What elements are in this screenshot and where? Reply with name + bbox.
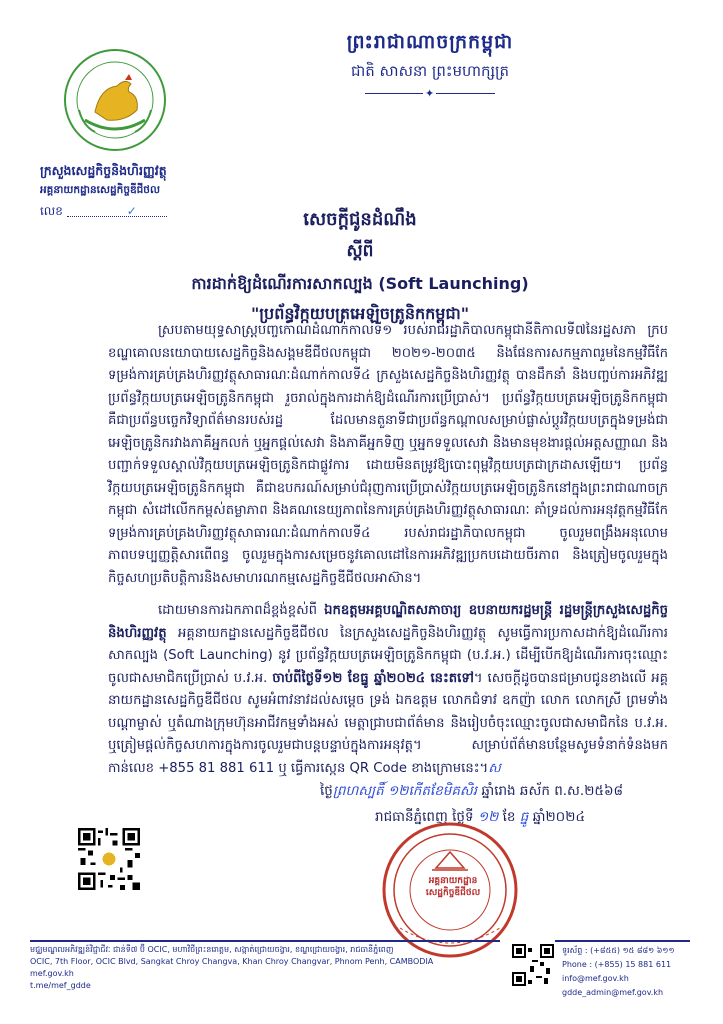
national-motto: ជាតិ សាសនា ព្រះមហាក្សត្រ (350, 62, 510, 80)
lunar-date (320, 782, 623, 802)
email-admin[interactable]: gdde_admin@mef.gov.kh (562, 988, 664, 997)
department-name: អគ្គនាយកដ្ឋានសេដ្ឋកិច្ចឌីជីថល (40, 184, 160, 196)
solar-prefix: រាជធានីភ្នំពេញ ថ្ងៃទី (375, 809, 478, 825)
header-ornament (365, 88, 495, 98)
lunar-suffix: ឆ្នាំរោង ឆស័ក ព.ស.២៥៦៨ (477, 783, 624, 799)
footer-rule-right (555, 940, 690, 942)
seal-text (418, 875, 488, 899)
address-en: OCIC, 7th Floor, OCIC Blvd, Sangkat Chroy Changva, Khan Chroy Changvar, Phnom Penh, CAMBODIA (30, 957, 434, 966)
seal-line-1: អគ្គនាយកដ្ឋាន (428, 876, 478, 886)
ministry-name: ក្រសួងសេដ្ឋកិច្ចនិងហិរញ្ញវត្ថុ (40, 163, 167, 178)
solar-day: ១២ (477, 809, 499, 825)
kingdom-header (270, 30, 590, 98)
lunar-day: ១២កើត (388, 783, 430, 799)
p2-intro: ដោយមានការឯកភាពដ៏ខ្ពង់ខ្ពស់ពី (158, 603, 325, 618)
email-info[interactable]: info@mef.gov.kh (562, 974, 629, 983)
system-name: "ប្រព័ន្ធវិក្កយបត្រអេឡិចត្រូនិកកម្ពុជា" (250, 304, 470, 323)
p2-effective-date: ចាប់ពីថ្ងៃទី១២ ខែធ្នូ ឆ្នាំ២០២៤ នេះតទៅ (272, 670, 474, 686)
notice-title: សេចក្តីជូនដំណឹង (303, 209, 417, 230)
address-kh: មជ្ឈមណ្ឌលអភិវឌ្ឍន៍វិជ្ជាជីវៈ ជាន់ទី៧ ប៊ី OCIC, មហាវិថីព្រះនរោត្តម, សង្កាត់ជ្រោយចង្វារ, ខណ្ឌជ្រោយចង្វារ, រាជធានីភ្នំពេញ (30, 945, 394, 954)
reference-label: លេខ (40, 204, 63, 218)
reference-tick: ✓ (126, 204, 137, 218)
footer-contact (562, 944, 702, 1000)
solar-mid: ខែ (498, 809, 520, 825)
kingdom-title: ព្រះរាជាណាចក្រកម្ពុជា (346, 31, 514, 53)
p2-minister: ឯកឧត្តមអគ្គបណ្ឌិតសភាចារ្យ ឧបនាយករដ្ឋមន្ត្រី រដ្ឋមន្ត្រីក្រសួងសេដ្ឋកិច្ចនិងហិរញ្ញវត្ថុ (108, 603, 668, 641)
seal-line-2: សេដ្ឋកិច្ចឌីជីថល (425, 888, 481, 898)
reference-number (40, 203, 141, 221)
qr-code[interactable] (78, 828, 140, 890)
body-paragraph-1: ស្របតាមយុទ្ធសាស្ត្របញ្ចកោណដំណាក់កាលទី១ របស់រាជរដ្ឋាភិបាលកម្ពុជានីតិកាលទី៧នៃរដ្ឋសភា ក្របខណ្ឌគោលនយោបាយសេដ្ឋកិច្ចនិងសង្គមឌីជីថលកម្ពុជា ២០២១-២០៣៥ និងផែនការសកម្មភាពរួមនៃកម្មវិធីកែទម្រង់ការគ្រប់គ្រងហិរញ្ញវត្ថុសាធារណៈដំណាក់កាលទី៤ ក្រសួងសេដ្ឋកិច្ចនិងហិរញ្ញវត្ថុ បានដឹកនាំ និងបញ្ចប់ការអភិវឌ្ឍ ប្រព័ន្ធវិក្កយបត្រអេឡិចត្រូនិកកម្ពុជា រួចរាល់ក្នុងការដាក់ឱ្យដំណើរការប្រើប្រាស់។ ប្រព័ន្ធវិក្កយបត្រអេឡិចត្រូនិកកម្ពុជា គឺជាប្រព័ន្ធបច្ចេកវិទ្យាព័ត៌មានរបស់រដ្ឋ ដែលមានតួនាទីជាប្រព័ន្ធកណ្តាលសម្រាប់ផ្លាស់ប្តូរវិក្កយបត្រក្នុងទម្រង់ជាអេឡិចត្រូនិករវាងភាគីអ្នកលក់ ឬអ្នកផ្តល់សេវា និងភាគីអ្នកទិញ ឬអ្នកទទួលសេវា និងមានមុខងារផ្តល់អត្តសញ្ញាណ និងបញ្ជាក់ទទួលស្គាល់វិក្កយបត្រអេឡិចត្រូនិកជាផ្លូវការ ដោយមិនតម្រូវឱ្យបោះពុម្ពវិក្កយបត្រជាក្រដាសឡើយ។ ប្រព័ន្ធវិក្កយបត្រអេឡិចត្រូនិកកម្ពុជា គឺជាឧបករណ៍សម្រាប់ជំរុញការប្រើប្រាស់វិក្កយបត្រអេឡិចត្រូនិកនៅក្នុងព្រះរាជាណាចក្រកម្ពុជា សំដៅលើកកម្ពស់តម្លាភាព និងគណនេយ្យភាពនៃការគ្រប់គ្រងហិរញ្ញវត្ថុសាធារណៈ គាំទ្រដល់ការអនុវត្តកម្មវិធីកែទម្រង់ការគ្រប់គ្រងហិរញ្ញវត្ថុសាធារណៈដំណាក់កាលទី៤ របស់រាជរដ្ឋាភិបាលកម្ពុជា ចូលរួមពង្រឹងអនុលោមភាពបទប្បញ្ញត្តិសារពើពន្ធ ចូលរួមក្នុងការសម្រេចនូវគោលដៅនៃការអភិវឌ្ឍប្រកបដោយចីរភាព និងត្រៀមចូលរួមក្នុងកិច្ចសហប្រតិបត្តិការនិងសមាហរណកម្មសេដ្ឋកិច្ចឌីជីថលអាស៊ាន។ (108, 323, 668, 586)
telegram-link[interactable]: t.me/mef_gdde (30, 981, 91, 990)
ministry-block (40, 163, 240, 199)
body-paragraph-2 (108, 600, 668, 780)
solar-suffix: ឆ្នាំ២០២៤ (528, 809, 586, 825)
lunar-prefix: ថ្ងៃ (320, 783, 333, 799)
ornament-glyph: ✦ (425, 87, 435, 100)
p2-closing: ។ សេចក្តីដូចបានជម្រាបជូនខាងលើ អគ្គនាយកដ្ឋានសេដ្ឋកិច្ចឌីជីថល សូមអំពាវនាវដល់សម្តេច ទ្រង់ ឯកឧត្តម លោកជំទាវ ឧកញ៉ា លោក លោកស្រី ព្រមទាំងបណ្តាម្ចាស់ ឬតំណាងក្រុមហ៊ុនអាជីវកម្មទាំងអស់ មេត្តាជ្រាបជាព័ត៌មាន និងរៀបចំចុះឈ្មោះចូលជាសមាជិកនៃ ប.វ.អ. ឬត្រៀមផ្តល់កិច្ចសហការក្នុងការចូលរួមជាបន្តបន្ទាប់ក្នុងការអនុវត្ត។ សម្រាប់ព័ត៌មានបន្ថែមសូមទំនាក់ទំនងមកកាន់លេខ +855 81 881 611 ឬ ធ្វើការស្កេន QR Code ខាងក្រោមនេះ។ (108, 670, 668, 776)
website-link[interactable]: mef.gov.kh (30, 969, 74, 978)
footer-rule-left (30, 940, 500, 942)
p2-handwritten-mark: ស (488, 760, 501, 776)
footer-qr-code[interactable] (512, 944, 554, 986)
footer-address (30, 944, 500, 992)
notice-subject-label: ស្តីពី (346, 241, 374, 261)
solar-month: ធ្នូ (519, 809, 529, 825)
p2-announcement: អគ្គនាយកដ្ឋានសេដ្ឋកិច្ចឌីជីថល នៃក្រសួងសេដ្ឋកិច្ចនិងហិរញ្ញវត្ថុ សូមធ្វើការប្រកាសដាក់ឱ្យដំណើរការសាកល្បង (Soft Launching) នូវ ប្រព័ន្ធវិក្កយបត្រអេឡិចត្រូនិកកម្ពុជា (ប.វ.អ.) ដើម្បីបើកឱ្យដំណើរការចុះឈ្មោះចូលជាសមាជិកប្រើប្រាស់ ប.វ.អ. (108, 625, 668, 686)
lunar-weekday: ព្រហស្បតិ៍ (332, 783, 384, 799)
notice-body (108, 320, 668, 790)
phone-en[interactable]: Phone : (+855) 15 881 611 (562, 960, 672, 969)
lunar-month: ខែមិគសិរ (429, 783, 478, 799)
notice-titles (150, 207, 570, 327)
phone-kh: ទូរស័ព្ទ : (+៨៥៥) ១៥ ៨៨១ ៦១១ (562, 946, 675, 955)
rooster-emblem-icon (55, 40, 175, 160)
notice-subject: ការដាក់ឱ្យដំណើរការសាកល្បង (Soft Launching) (191, 274, 529, 293)
